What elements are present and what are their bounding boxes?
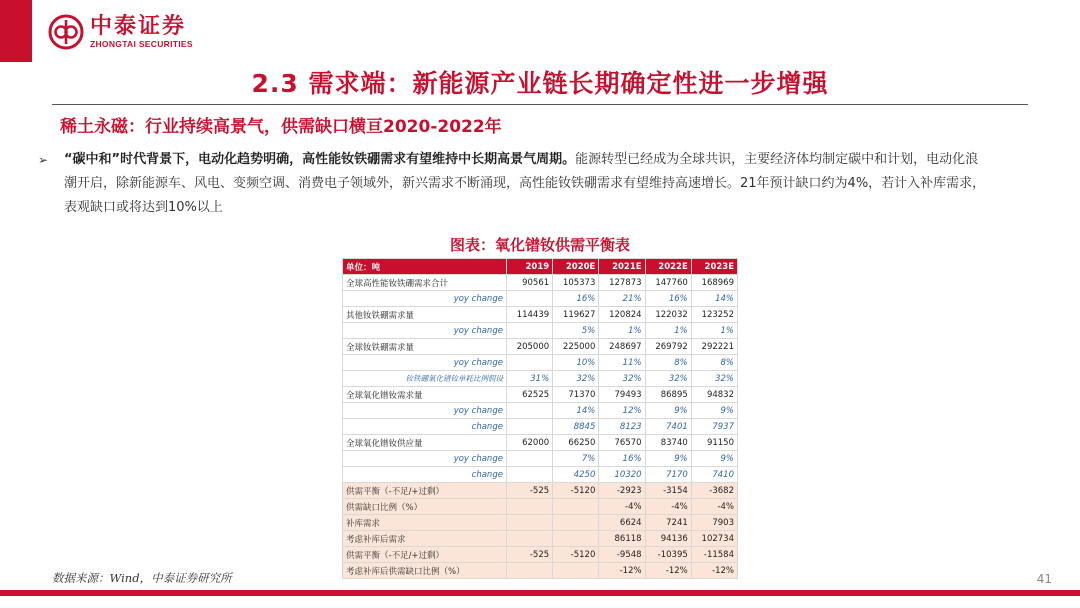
- table-cell: 4250: [553, 467, 599, 483]
- table-cell: [553, 563, 599, 579]
- table-row: [343, 323, 738, 339]
- table-cell: 94136: [645, 531, 691, 547]
- row-label: yoy change: [343, 291, 507, 307]
- table-cell: 147760: [645, 275, 691, 291]
- table-cell: 86895: [645, 387, 691, 403]
- table-cell: 16%: [599, 451, 645, 467]
- brand-bottom-bar: [0, 590, 1080, 596]
- table-cell: 32%: [645, 371, 691, 387]
- bullet-paragraph: [38, 148, 988, 220]
- row-label: change: [343, 419, 507, 435]
- table-cell: 1%: [691, 323, 737, 339]
- column-header: 2023E: [691, 259, 737, 275]
- table-cell: [506, 563, 552, 579]
- table-cell: [506, 403, 552, 419]
- table-cell: [506, 291, 552, 307]
- row-label: 钕铁硼氧化镨钕单耗比例假设: [343, 371, 507, 387]
- table-cell: 21%: [599, 291, 645, 307]
- table-title: 图表：氧化镨钕供需平衡表: [449, 236, 630, 254]
- table-cell: 292221: [691, 339, 737, 355]
- table-cell: 62000: [506, 435, 552, 451]
- table-cell: [506, 499, 552, 515]
- table-row: [343, 451, 738, 467]
- table-cell: [506, 355, 552, 371]
- table-cell: -11584: [691, 547, 737, 563]
- table-cell: 32%: [599, 371, 645, 387]
- table-cell: [506, 531, 552, 547]
- table-row: [343, 547, 738, 563]
- column-header: 2022E: [645, 259, 691, 275]
- table-row: [343, 467, 738, 483]
- row-label: yoy change: [343, 323, 507, 339]
- table-row: [343, 371, 738, 387]
- table-cell: 8123: [599, 419, 645, 435]
- row-label: 考虑补库后需求: [343, 531, 507, 547]
- table-cell: 120824: [599, 307, 645, 323]
- table-row: [343, 291, 738, 307]
- row-label: change: [343, 467, 507, 483]
- table-row: [343, 387, 738, 403]
- table-cell: 114439: [506, 307, 552, 323]
- table-cell: 127873: [599, 275, 645, 291]
- row-label: 供需平衡（-不足/+过剩）: [343, 547, 507, 563]
- table-cell: 9%: [691, 403, 737, 419]
- table-cell: 9%: [691, 451, 737, 467]
- table-cell: 1%: [599, 323, 645, 339]
- table-cell: 225000: [553, 339, 599, 355]
- table-cell: 8%: [691, 355, 737, 371]
- table-cell: -4%: [691, 499, 737, 515]
- table-cell: [506, 451, 552, 467]
- table-cell: 168969: [691, 275, 737, 291]
- brand-name-en: ZHONGTAI SECURITIES: [90, 39, 193, 49]
- table-cell: 205000: [506, 339, 552, 355]
- table-cell: -10395: [645, 547, 691, 563]
- table-cell: 94832: [691, 387, 737, 403]
- supply-demand-table: [342, 258, 738, 579]
- table-header-row: [343, 259, 738, 275]
- table-cell: 8845: [553, 419, 599, 435]
- table-cell: 1%: [645, 323, 691, 339]
- table-cell: 14%: [691, 291, 737, 307]
- table-cell: 91150: [691, 435, 737, 451]
- table-cell: -12%: [599, 563, 645, 579]
- row-label: 其他钕铁硼需求量: [343, 307, 507, 323]
- table-cell: 248697: [599, 339, 645, 355]
- table-cell: 269792: [645, 339, 691, 355]
- table-row: [343, 419, 738, 435]
- table-cell: 7410: [691, 467, 737, 483]
- table-cell: 119627: [553, 307, 599, 323]
- table-cell: 102734: [691, 531, 737, 547]
- row-label: 供需缺口比例（%）: [343, 499, 507, 515]
- table-cell: 66250: [553, 435, 599, 451]
- table-cell: 90561: [506, 275, 552, 291]
- table-cell: 83740: [645, 435, 691, 451]
- table-unit-label: 单位：吨: [343, 259, 507, 275]
- table-cell: [506, 467, 552, 483]
- table-cell: -525: [506, 547, 552, 563]
- table-cell: -4%: [645, 499, 691, 515]
- table-cell: 7903: [691, 515, 737, 531]
- table-cell: 16%: [645, 291, 691, 307]
- table-cell: 6624: [599, 515, 645, 531]
- table-cell: 71370: [553, 387, 599, 403]
- table-cell: -4%: [599, 499, 645, 515]
- table-cell: 31%: [506, 371, 552, 387]
- bullet-arrow-icon: ➢: [38, 153, 49, 167]
- table-row: [343, 563, 738, 579]
- page-number: 41: [1036, 572, 1052, 586]
- table-cell: 122032: [645, 307, 691, 323]
- data-source-note: 数据来源：Wind，中泰证券研究所: [52, 571, 232, 585]
- brand-logo: [48, 14, 193, 50]
- table-cell: 8%: [645, 355, 691, 371]
- table-row: [343, 307, 738, 323]
- table-cell: 105373: [553, 275, 599, 291]
- table-cell: [506, 323, 552, 339]
- table-row: [343, 275, 738, 291]
- row-label: 全球钕铁硼需求量: [343, 339, 507, 355]
- row-label: 补库需求: [343, 515, 507, 531]
- column-header: 2021E: [599, 259, 645, 275]
- table-cell: 7401: [645, 419, 691, 435]
- table-row: [343, 499, 738, 515]
- table-row: [343, 403, 738, 419]
- row-label: yoy change: [343, 403, 507, 419]
- row-label: 全球氧化镨钕供应量: [343, 435, 507, 451]
- brand-side-bar: [0, 0, 32, 62]
- table-cell: -5120: [553, 547, 599, 563]
- table-cell: -3682: [691, 483, 737, 499]
- row-label: 全球高性能钕铁硼需求合计: [343, 275, 507, 291]
- table-row: [343, 339, 738, 355]
- table-cell: 62525: [506, 387, 552, 403]
- table-cell: 11%: [599, 355, 645, 371]
- table-cell: [553, 531, 599, 547]
- table-cell: -12%: [645, 563, 691, 579]
- table-cell: 5%: [553, 323, 599, 339]
- table-cell: -12%: [691, 563, 737, 579]
- table-cell: 7%: [553, 451, 599, 467]
- brand-name-cn: 中泰证券: [90, 14, 187, 39]
- table-cell: [553, 515, 599, 531]
- table-cell: 79493: [599, 387, 645, 403]
- bullet-bold-lead: “碳中和”时代背景下，电动化趋势明确，高性能钕铁硼需求有望维持中长期高景气周期。: [64, 152, 576, 167]
- column-header: 2019: [506, 259, 552, 275]
- table-cell: 10320: [599, 467, 645, 483]
- column-header: 2020E: [553, 259, 599, 275]
- table-row: [343, 531, 738, 547]
- row-label: yoy change: [343, 451, 507, 467]
- table-cell: 9%: [645, 403, 691, 419]
- zhongtai-logo-icon: [48, 14, 84, 50]
- table-cell: 86118: [599, 531, 645, 547]
- table-cell: -525: [506, 483, 552, 499]
- table-cell: 10%: [553, 355, 599, 371]
- bullet-body-text: 能源转型已经成为全球共识，主要经济体均制定碳中和计划，电动化浪潮开启，除新能源车、风电、变频空调、消费电子领域外，新兴需求不断涌现，高性能钕铁硼需求有望维持高速增长。21年预计缺口约为4%，若计入补库需求，表观缺口或将达到10%以上: [64, 152, 986, 215]
- row-label: 供需平衡（-不足/+过剩）: [343, 483, 507, 499]
- table-cell: -2923: [599, 483, 645, 499]
- table-cell: 123252: [691, 307, 737, 323]
- table-cell: [506, 419, 552, 435]
- slide-title: 2.3 需求端：新能源产业链长期确定性进一步增强: [251, 69, 829, 98]
- row-label: 全球氧化镨钕需求量: [343, 387, 507, 403]
- table-cell: 12%: [599, 403, 645, 419]
- slide-subtitle: 稀土永磁：行业持续高景气，供需缺口横亘2020-2022年: [60, 117, 502, 137]
- table-cell: -9548: [599, 547, 645, 563]
- table-cell: 7937: [691, 419, 737, 435]
- table-cell: 16%: [553, 291, 599, 307]
- table-cell: [506, 515, 552, 531]
- table-cell: 7241: [645, 515, 691, 531]
- table-row: [343, 435, 738, 451]
- table-cell: [553, 499, 599, 515]
- table-cell: 76570: [599, 435, 645, 451]
- table-row: [343, 483, 738, 499]
- table-cell: 32%: [553, 371, 599, 387]
- row-label: yoy change: [343, 355, 507, 371]
- table-cell: 7170: [645, 467, 691, 483]
- table-cell: 32%: [691, 371, 737, 387]
- table-cell: -5120: [553, 483, 599, 499]
- table-cell: 14%: [553, 403, 599, 419]
- table-row: [343, 515, 738, 531]
- table-cell: 9%: [645, 451, 691, 467]
- table-row: [343, 355, 738, 371]
- row-label: 考虑补库后供需缺口比例（%）: [343, 563, 507, 579]
- title-divider: [52, 104, 1028, 105]
- table-cell: -3154: [645, 483, 691, 499]
